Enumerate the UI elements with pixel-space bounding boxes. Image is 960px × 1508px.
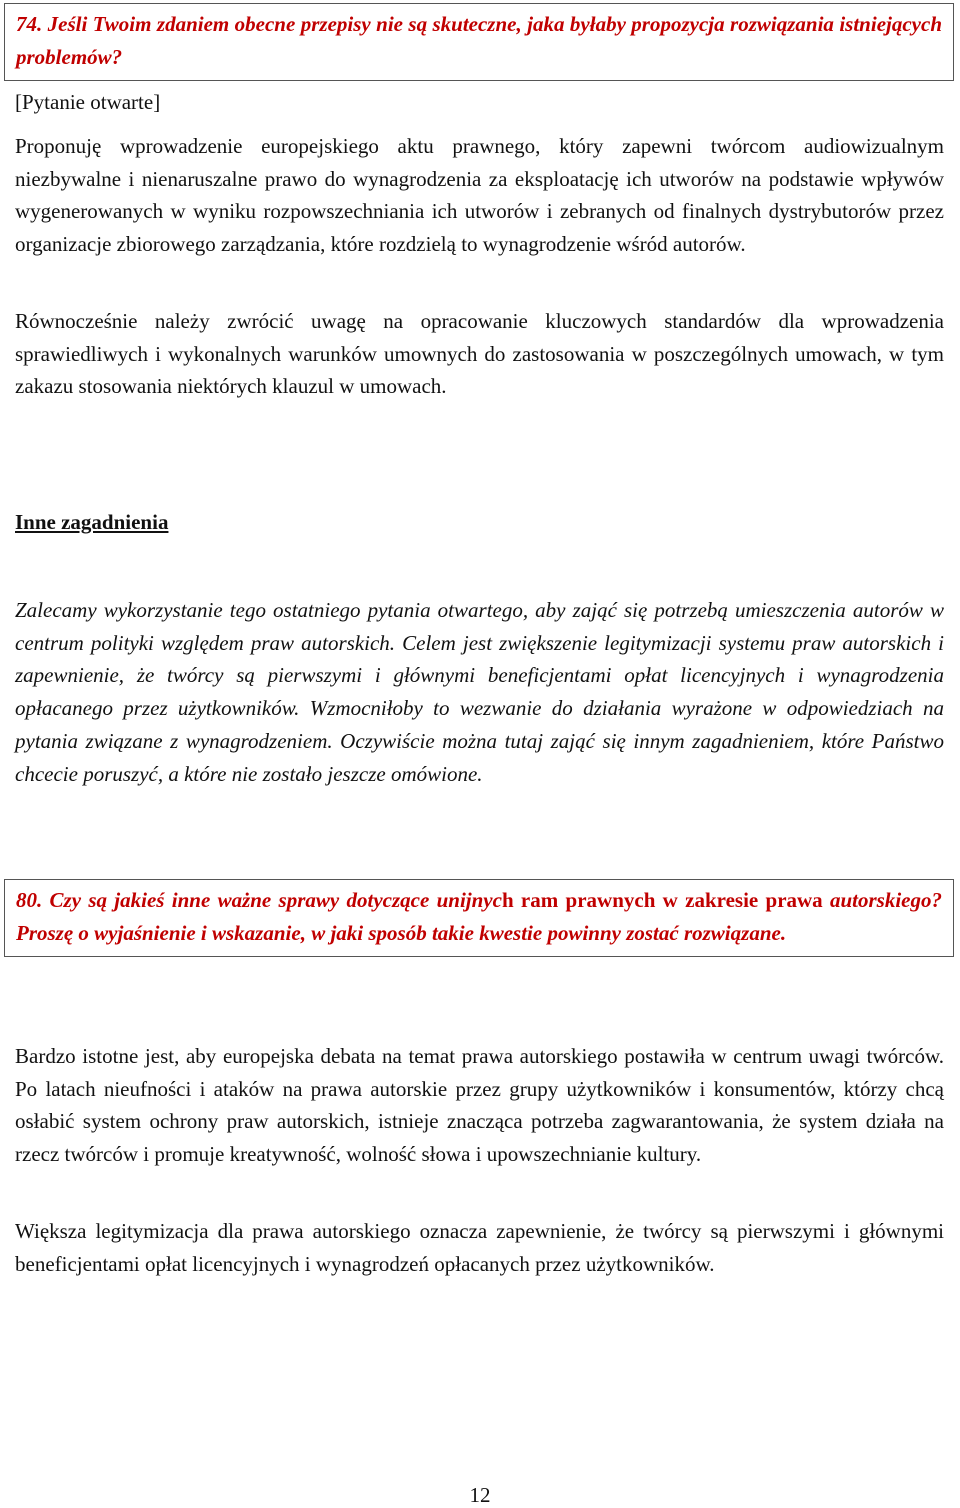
answer-80-paragraph-2: Większa legitymizacja dla prawa autorskiego oznacza zapewnienie, że twórcy są pierwszymi i głównymi beneficjentami opłat licencyjnych i wynagrodzeń opłacanych przez użytkowników. <box>15 1219 944 1276</box>
page-number: 12 <box>469 1483 491 1507</box>
question-80-box <box>4 879 954 957</box>
question-74-text: 74. Jeśli Twoim zdaniem obecne przepisy nie są skuteczne, jaka byłaby propozycja rozwiązania istniejących problemów? <box>16 12 942 69</box>
intro-paragraph: Zalecamy wykorzystanie tego ostatniego pytania otwartego, aby zająć się potrzebą umieszczenia autorów w centrum polityki względem praw autorskich. Celem jest zwiększenie legitymizacji systemu praw autorskich i zapewnienie, że twórcy są pierwszymi i głównymi beneficjentami opłat licencyjnych i wynagrodzenia opłacanego przez użytkowników. Wzmocniłoby to wezwanie do działania wyrażone w odpowiedziach na pytania związane z wynagrodzeniem. Oczywiście można tutaj zająć się innym zagadnieniem, które Państwo chcecie poruszyć, a które nie zostało jeszcze omówione. <box>15 598 944 786</box>
question-80-part-2: h ram prawnych w zakresie prawa <box>501 888 823 912</box>
answer-74-paragraph-2: Równocześnie należy zwrócić uwagę na opracowanie kluczowych standardów dla wprowadzenia sprawiedliwych i wykonalnych warunków umownych do zastosowania w poszczególnych umowach, w tym zakazu stosowania niektórych klauzul w umowach. <box>15 309 944 399</box>
answer-80-paragraph-1: Bardzo istotne jest, aby europejska debata na temat prawa autorskiego postawiła w centrum uwagi twórców. Po latach nieufności i ataków na prawa autorskie przez grupy użytkowników i konsumentów, którzy chcą osłabić system ochrony praw autorskich, istnieje znacząca potrzeba zagwarantowania, że system działa na rzecz twórców i promuje kreatywność, wolność słowa i upowszechnianie kultury. <box>15 1044 944 1167</box>
question-80-part-1: 80. Czy są jakieś inne ważne sprawy dotyczące unijnyc <box>16 888 502 912</box>
answer-74-paragraph-1: Proponuję wprowadzenie europejskiego aktu prawnego, który zapewni twórcom audiowizualnym niezbywalne i nienaruszalne prawo do wynagrodzenia za eksploatację ich utworów na podstawie wpływów wygenerowanych w wyniku rozpowszechniania ich utworów i zebranych od finalnych dystrybutorów przez organizacje zbiorowego zarządzania, które rozdzielą to wynagrodzenie wśród autorów. <box>15 134 944 257</box>
open-question-label: [Pytanie otwarte] <box>15 90 161 114</box>
section-heading: Inne zagadnienia <box>15 510 169 534</box>
question-74-box <box>4 3 954 81</box>
question-80-part-3: autorskiego? Proszę o wyjaśnienie i wskazanie, w jaki sposób takie kwestie powinny zostać rozwiązane. <box>16 888 942 945</box>
